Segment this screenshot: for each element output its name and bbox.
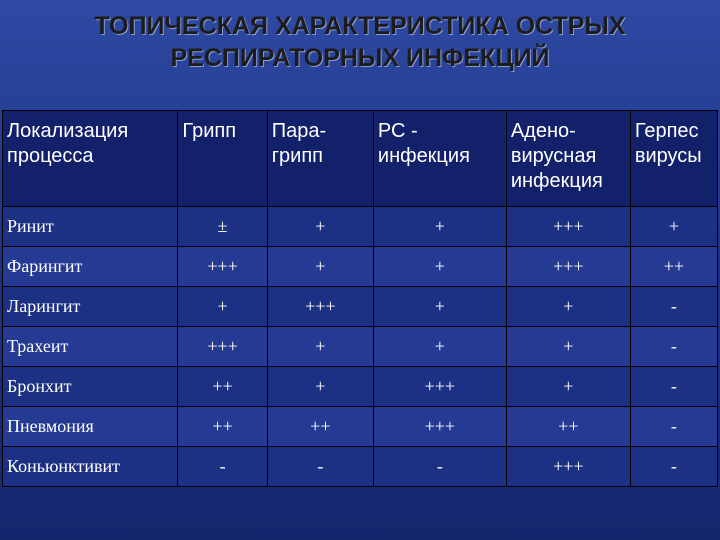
header-line: вирусная bbox=[510, 145, 597, 167]
row-name: Фарингит bbox=[3, 247, 178, 287]
header-parainfluenza bbox=[267, 111, 373, 207]
slide-title-line-1: ТОПИЧЕСКАЯ ХАРАКТЕРИСТИКА ОСТРЫХ bbox=[94, 12, 626, 40]
table-cell: + bbox=[267, 207, 373, 247]
header-rs-infection bbox=[373, 111, 506, 207]
table-header bbox=[3, 111, 718, 207]
table-cell: - bbox=[630, 447, 717, 487]
table-cell: ++ bbox=[630, 247, 717, 287]
table-cell: + bbox=[506, 367, 630, 407]
table-cell: - bbox=[178, 447, 267, 487]
table-cell: - bbox=[630, 407, 717, 447]
table-cell: - bbox=[630, 287, 717, 327]
table-cell: - bbox=[373, 447, 506, 487]
header-line: Герпес bbox=[634, 120, 699, 142]
table-cell: +++ bbox=[267, 287, 373, 327]
header-line: вирусы bbox=[634, 145, 702, 167]
row-name: Бронхит bbox=[3, 367, 178, 407]
table-cell: + bbox=[630, 207, 717, 247]
table-row bbox=[3, 447, 718, 487]
header-line: грипп bbox=[271, 145, 324, 167]
table-row bbox=[3, 287, 718, 327]
table-cell: +++ bbox=[506, 247, 630, 287]
header-line: РС - bbox=[377, 120, 418, 142]
table-row bbox=[3, 367, 718, 407]
table-cell: +++ bbox=[506, 447, 630, 487]
row-name: Пневмония bbox=[3, 407, 178, 447]
row-name: Коньюнктивит bbox=[3, 447, 178, 487]
table-cell: +++ bbox=[373, 407, 506, 447]
table-cell: ++ bbox=[506, 407, 630, 447]
table-cell: ± bbox=[178, 207, 267, 247]
table-body bbox=[3, 207, 718, 487]
table-cell: ++ bbox=[178, 407, 267, 447]
table-cell: + bbox=[373, 247, 506, 287]
header-herpes bbox=[630, 111, 717, 207]
row-name: Трахеит bbox=[3, 327, 178, 367]
table-cell: + bbox=[506, 327, 630, 367]
table-cell: - bbox=[630, 327, 717, 367]
table-row bbox=[3, 247, 718, 287]
slide-title-line-2: РЕСПИРАТОРНЫХ ИНФЕКЦИЙ bbox=[170, 44, 550, 72]
header-line: Грипп bbox=[182, 120, 237, 142]
header-line: инфекция bbox=[377, 145, 470, 167]
header-line: Пара- bbox=[271, 120, 327, 142]
table-row bbox=[3, 407, 718, 447]
table-cell: + bbox=[267, 247, 373, 287]
table-cell: + bbox=[267, 367, 373, 407]
table-cell: - bbox=[267, 447, 373, 487]
table-cell: ++ bbox=[178, 367, 267, 407]
table-row bbox=[3, 207, 718, 247]
table-cell: +++ bbox=[373, 367, 506, 407]
table-cell: +++ bbox=[506, 207, 630, 247]
table-cell: - bbox=[630, 367, 717, 407]
header-line: Адено- bbox=[510, 120, 576, 142]
table-cell: + bbox=[267, 327, 373, 367]
row-name: Ринит bbox=[3, 207, 178, 247]
table-cell: +++ bbox=[178, 327, 267, 367]
table-cell: + bbox=[178, 287, 267, 327]
header-line: процесса bbox=[7, 145, 94, 167]
table-cell: ++ bbox=[267, 407, 373, 447]
infection-table bbox=[2, 110, 718, 487]
table-cell: + bbox=[373, 287, 506, 327]
header-localization bbox=[3, 111, 178, 207]
table-row bbox=[3, 327, 718, 367]
table-cell: +++ bbox=[178, 247, 267, 287]
slide-title bbox=[0, 10, 720, 74]
header-line: Локализация bbox=[7, 120, 129, 142]
table-cell: + bbox=[506, 287, 630, 327]
table-cell: + bbox=[373, 207, 506, 247]
row-name: Ларингит bbox=[3, 287, 178, 327]
header-line: инфекция bbox=[510, 170, 603, 192]
table-cell: + bbox=[373, 327, 506, 367]
header-row bbox=[3, 111, 718, 207]
header-adenovirus bbox=[506, 111, 630, 207]
header-influenza bbox=[178, 111, 267, 207]
